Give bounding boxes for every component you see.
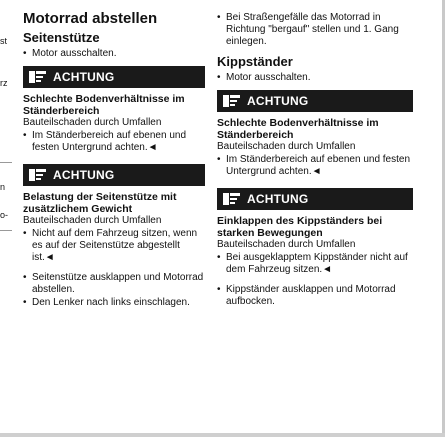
fragment-text: n [0, 182, 6, 192]
warning-label: ACHTUNG [53, 70, 115, 84]
warning-consequence: Bauteilschaden durch Umfallen [217, 239, 356, 250]
fragment-text: o- [0, 210, 9, 220]
list-item: • Im Ständerbereich auf ebenen und festen Untergrund achten.◄ [23, 130, 186, 153]
list-item: • Kippständer ausklappen und Motorrad aufbocken. [217, 284, 396, 307]
warning-hand-icon [29, 70, 47, 84]
subsection-title: Kippständer [217, 54, 293, 69]
warning-label: ACHTUNG [247, 192, 309, 206]
list-item: • Bei ausgeklapptem Kippständer nicht auf dem Fahrzeug sitzen.◄ [217, 252, 408, 275]
fragment-text: st [0, 36, 8, 46]
warning-banner [23, 164, 205, 186]
bullet-dot: • [23, 272, 27, 283]
bullet-dot: • [217, 12, 221, 23]
bullet-dot: • [217, 252, 221, 263]
warning-hand-icon [29, 168, 47, 182]
warning-title: Schlechte Bodenverhältnisse im Ständerbereich [217, 117, 379, 141]
subsection-title: Seitenstütze [23, 30, 100, 45]
divider [0, 230, 12, 231]
warning-banner [217, 90, 413, 112]
bullet-dot: • [217, 72, 221, 83]
warning-title: Einklappen des Kippständers bei starken Bewegungen [217, 215, 383, 239]
warning-hand-icon [223, 192, 241, 206]
list-item: • Seitenstütze ausklappen und Motorrad abstellen. [23, 272, 204, 295]
left-column [23, 0, 205, 310]
list-item: • Im Ständerbereich auf ebenen und festen Untergrund achten.◄ [217, 154, 411, 177]
list-item: • Motor ausschalten. [217, 72, 311, 83]
warning-hand-icon [223, 94, 241, 108]
bullet-dot: • [217, 154, 221, 165]
right-column [217, 0, 413, 309]
page-edge-shadow [0, 433, 445, 437]
fragment-text: rz [0, 78, 8, 88]
warning-banner [23, 66, 205, 88]
warning-consequence: Bauteilschaden durch Umfallen [23, 117, 162, 128]
bullet-dot: • [23, 130, 27, 141]
warning-label: ACHTUNG [53, 168, 115, 182]
bullet-dot: • [217, 284, 221, 295]
list-item: • Den Lenker nach links einschlagen. [23, 297, 190, 308]
bullet-dot: • [23, 228, 27, 239]
warning-title: Schlechte Bodenverhältnisse im Ständerbereich [23, 93, 185, 117]
warning-consequence: Bauteilschaden durch Umfallen [23, 215, 162, 226]
section-title: Motorrad abstellen [23, 10, 158, 27]
list-item: • Nicht auf dem Fahrzeug sitzen, wenn es auf der Seitenstütze abgestellt ist.◄ [23, 228, 198, 263]
warning-banner [217, 188, 413, 210]
bullet-dot: • [23, 48, 27, 59]
warning-consequence: Bauteilschaden durch Umfallen [217, 141, 356, 152]
list-item: • Motor ausschalten. [23, 48, 117, 59]
divider [0, 162, 12, 163]
warning-label: ACHTUNG [247, 94, 309, 108]
bullet-dot: • [23, 297, 27, 308]
list-item: • Bei Straßengefälle das Motorrad in Richtung "bergauf" stellen und 1. Gang einlegen. [217, 12, 399, 47]
previous-page-fragment [0, 0, 16, 437]
warning-title: Belastung der Seitenstütze mit zusätzlichem Gewicht [23, 191, 177, 215]
